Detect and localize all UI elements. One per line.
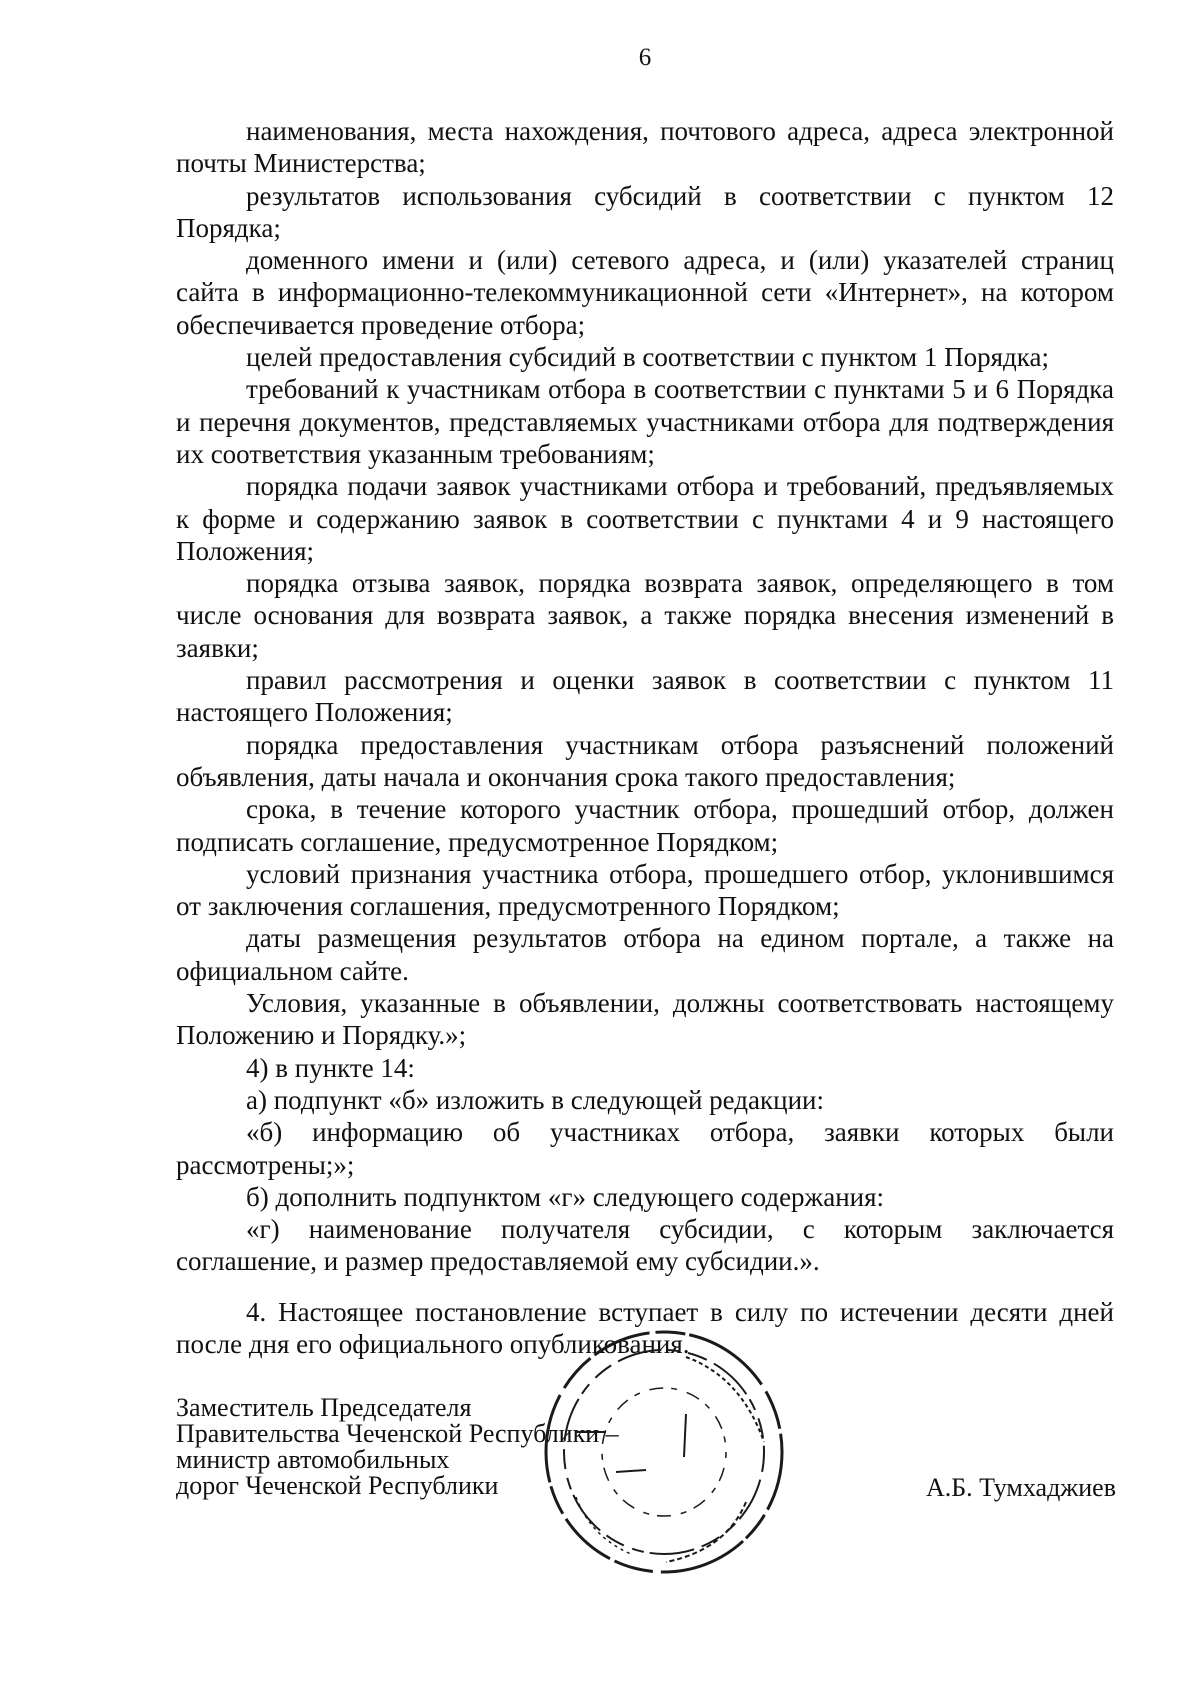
paragraph-10: срока, в течение которого участник отбора, прошедший отбор, должен подписать соглашение, предусмотренное Порядком;	[176, 794, 1114, 857]
signature-title-line-4: дорог Чеченской Республики	[176, 1471, 499, 1500]
paragraph-6: порядка подачи заявок участниками отбора и требований, предъявляемых к форме и содержанию заявок в соответствии с пунктами 4 и 9 настоящего Положения;	[176, 471, 1114, 566]
signature-title-line-3: министр автомобильных	[176, 1445, 450, 1474]
signer-name: А.Б. Тумхаджиев	[925, 1473, 1116, 1502]
paragraph-2: результатов использования субсидий в соответствии с пунктом 12 Порядка;	[176, 180, 1114, 243]
paragraph-16: «б) информацию об участниках отбора, заявки которых были рассмотрены;»;	[176, 1117, 1114, 1180]
paragraph-15: а) подпункт «б» изложить в следующей редакции:	[246, 1084, 824, 1115]
document-body	[176, 115, 1114, 1360]
paragraph-11: условий признания участника отбора, прошедшего отбор, уклонившимся от заключения соглашения, предусмотренного Порядком;	[176, 858, 1114, 922]
page-number: 6	[638, 44, 652, 71]
paragraph-8: правил рассмотрения и оценки заявок в соответствии с пунктом 11 настоящего Положения;	[176, 665, 1114, 728]
paragraph-12: даты размещения результатов отбора на едином портале, а также на официальном сайте.	[176, 923, 1114, 986]
paragraph-3: доменного имени и (или) сетевого адреса, и (или) указателей страниц сайта в информационно-телекоммуникационной сети «Интернет», на котором обеспечивается проведение отбора;	[176, 245, 1114, 340]
paragraph-spacer	[176, 1278, 1114, 1296]
paragraph-17: б) дополнить подпунктом «г» следующего содержания:	[246, 1181, 885, 1212]
paragraph-7: порядка отзыва заявок, порядка возврата заявок, определяющего в том числе основания для возврата заявок, а также порядка внесения изменений в заявки;	[176, 568, 1114, 663]
paragraph-4: целей предоставления субсидий в соответствии с пунктом 1 Порядка;	[246, 342, 1049, 373]
signature-title-line-2: Правительства Чеченской Республики –	[176, 1419, 619, 1448]
signature-title-line-1: Заместитель Председателя	[176, 1393, 472, 1422]
paragraph-5: требований к участникам отбора в соответствии с пунктами 5 и 6 Порядка и перечня документов, представляемых участниками отбора для подтверждения их соответствия указанным требованиям;	[176, 374, 1114, 469]
paragraph-1: наименования, места нахождения, почтового адреса, адреса электронной почты Министерства;	[176, 116, 1114, 179]
paragraph-14: 4) в пункте 14:	[246, 1052, 415, 1083]
official-seal-stamp	[536, 1322, 792, 1580]
paragraph-19: 4. Настоящее постановление вступает в силу по истечении десяти дней после дня его официального опубликования.	[176, 1296, 1114, 1359]
paragraph-13: Условия, указанные в объявлении, должны соответствовать настоящему Положению и Порядку.»;	[176, 988, 1114, 1051]
paragraph-18: «г) наименование получателя субсидии, с которым заключается соглашение, и размер предоставляемой ему субсидии.».	[176, 1214, 1114, 1277]
paragraph-9: порядка предоставления участникам отбора разъяснений положений объявления, даты начала и окончания срока такого предоставления;	[176, 729, 1114, 792]
